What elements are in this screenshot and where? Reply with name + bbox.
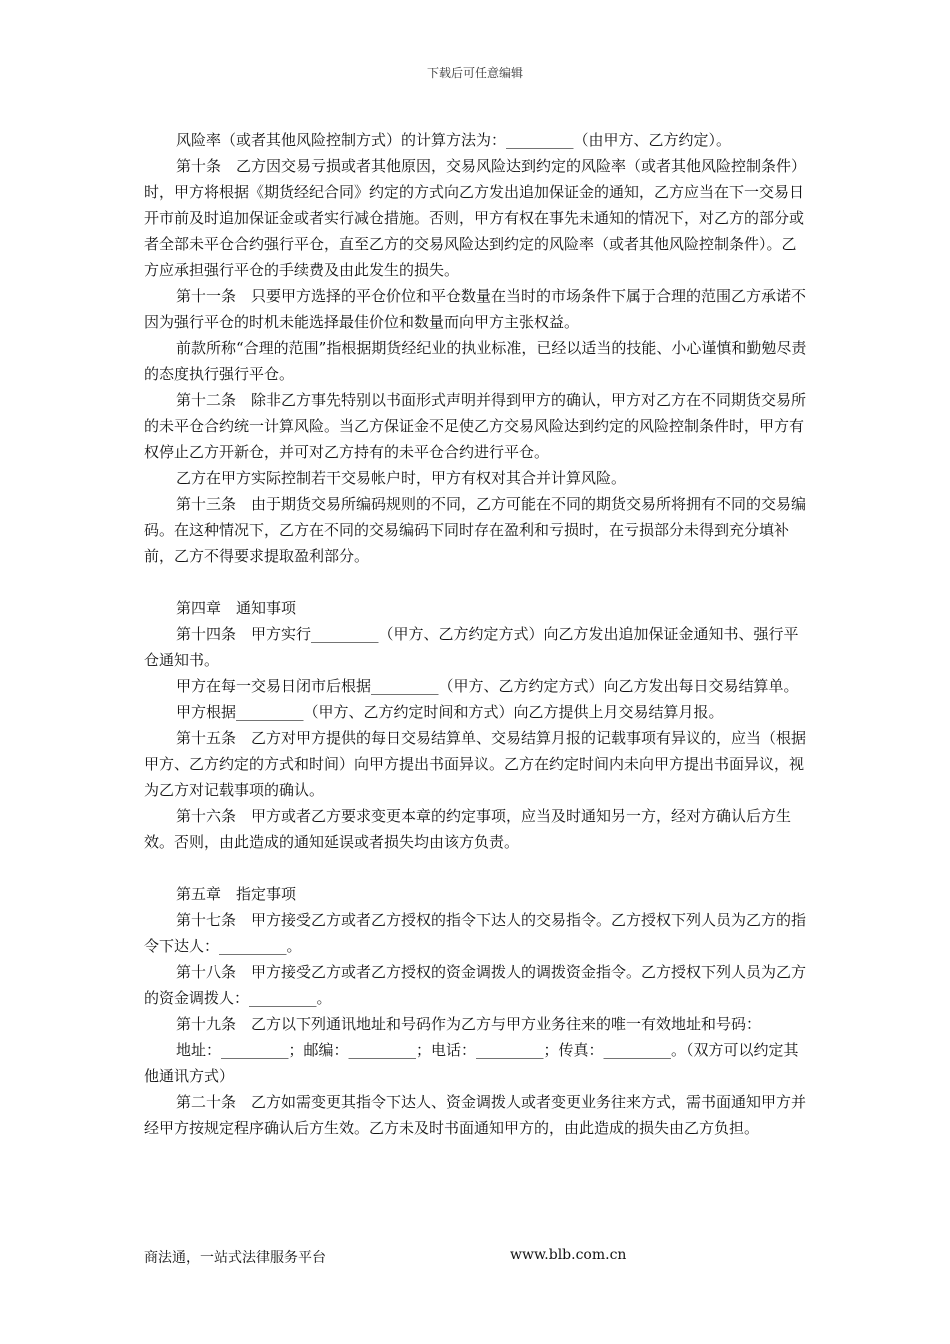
- document-body: [144, 127, 810, 1141]
- article-11: 第十一条 只要甲方选择的平仓价位和平仓数量在当时的市场条件下属于合理的范围乙方承诺不因为强行平仓的时机未能选择最佳价位和数量而向甲方主张权益。: [144, 287, 807, 331]
- blank-line: [144, 855, 810, 881]
- article-19: 第十九条 乙方以下列通讯地址和号码作为乙方与甲方业务往来的唯一有效地址和号码：: [176, 1015, 762, 1033]
- article-14: 第十四条 甲方实行_________（甲方、乙方约定方式）向乙方发出追加保证金通知书、强行平仓通知书。: [144, 625, 799, 669]
- article-16: 第十六条 甲方或者乙方要求变更本章的约定事项，应当及时通知另一方，经对方确认后方生效。否则，由此造成的通知延误或者损失均由该方负责。: [144, 807, 792, 851]
- paragraph: 前款所称“合理的范围”指根据期货经纪业的执业标准，已经以适当的技能、小心谨慎和勤勉尽责的态度执行强行平仓。: [144, 339, 807, 383]
- article-17: 第十七条 甲方接受乙方或者乙方授权的指令下达人的交易指令。乙方授权下列人员为乙方的指令下达人：_________。: [144, 911, 807, 955]
- article-18: 第十八条 甲方接受乙方或者乙方授权的资金调拨人的调拨资金指令。乙方授权下列人员为乙方的资金调拨人：_________。: [144, 963, 807, 1007]
- article-10: 第十条 乙方因交易亏损或者其他原因，交易风险达到约定的风险率（或者其他风险控制条件）时，甲方将根据《期货经纪合同》约定的方式向乙方发出追加保证金的通知，乙方应当在下一交易日开市前及时追加保证金或者实行减仓措施。否则，甲方有权在事先未通知的情况下，对乙方的部分或者全部未平仓合约强行平仓，直至乙方的交易风险达到约定的风险率（或者其他风险控制条件）。乙方应承担强行平仓的手续费及由此发生的损失。: [144, 157, 807, 279]
- article-15: 第十五条 乙方对甲方提供的每日交易结算单、交易结算月报的记载事项有异议的，应当（根据甲方、乙方约定的方式和时间）向甲方提出书面异议。乙方在约定时间内未向甲方提出书面异议，视为乙方对记载事项的确认。: [144, 729, 807, 799]
- chapter-heading-4: 第四章 通知事项: [176, 599, 297, 617]
- article-12: 第十二条 除非乙方事先特别以书面形式声明并得到甲方的确认，甲方对乙方在不同期货交易所的未平仓合约统一计算风险。当乙方保证金不足使乙方交易风险达到约定的风险控制条件时，甲方有权停止乙方开新仓，并可对乙方持有的未平仓合约进行平仓。: [144, 391, 807, 461]
- footer-website: www.blb.com.cn: [510, 1247, 627, 1263]
- footer-platform-name: 商法通，一站式法律服务平台: [144, 1250, 326, 1266]
- paragraph: 甲方在每一交易日闭市后根据_________（甲方、乙方约定方式）向乙方发出每日交易结算单。: [176, 677, 799, 695]
- paragraph: 乙方在甲方实际控制若干交易帐户时，甲方有权对其合并计算风险。: [176, 469, 627, 487]
- chapter-heading-5: 第五章 指定事项: [176, 885, 297, 903]
- article-13: 第十三条 由于期货交易所编码规则的不同，乙方可能在不同的期货交易所将拥有不同的交易编码。在这种情况下，乙方在不同的交易编码下同时存在盈利和亏损时，在亏损部分未得到充分填补前，乙方不得要求提取盈利部分。: [144, 495, 807, 565]
- contact-fields: 地址：_________；邮编：_________；电话：_________；传真：_________。（双方可以约定其他通讯方式）: [144, 1041, 799, 1085]
- page-header-note: 下载后可任意编辑: [426, 66, 523, 80]
- paragraph: 风险率（或者其他风险控制方式）的计算方法为：_________（由甲方、乙方约定）。: [176, 131, 732, 149]
- blank-line: [144, 569, 810, 595]
- paragraph: 甲方根据_________（甲方、乙方约定时间和方式）向乙方提供上月交易结算月报。: [176, 703, 724, 721]
- article-20: 第二十条 乙方如需变更其指令下达人、资金调拨人或者变更业务往来方式，需书面通知甲方并经甲方按规定程序确认后方生效。乙方未及时书面通知甲方的，由此造成的损失由乙方负担。: [144, 1093, 807, 1137]
